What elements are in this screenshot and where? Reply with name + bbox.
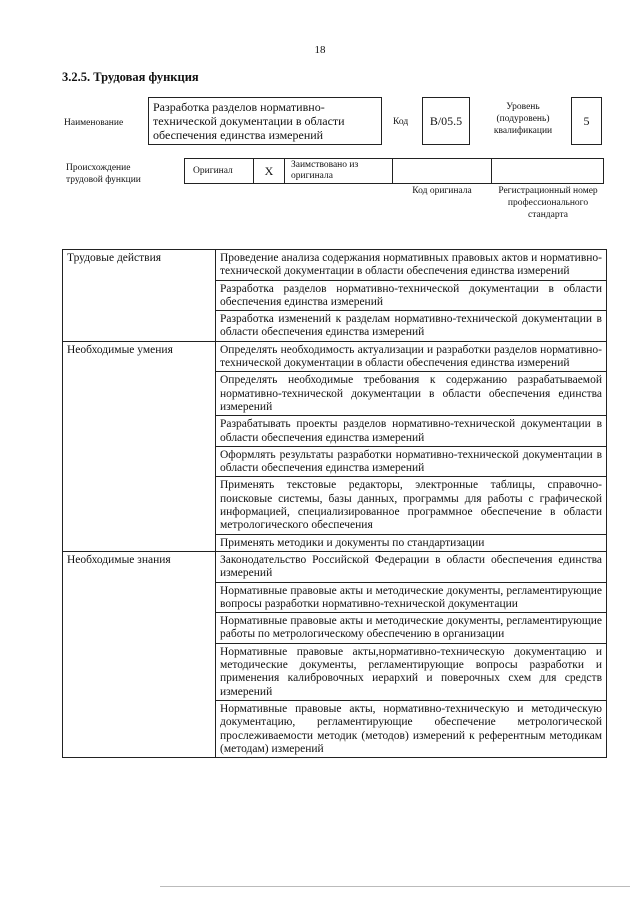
table-row [63, 341, 607, 372]
section-title: 3.2.5. Трудовая функция [62, 70, 199, 84]
borrowed-label: Заимствовано из оригинала [291, 160, 359, 181]
reg-number-label: Регистрационный номер профессионального стандарта [498, 186, 598, 220]
original-label: Оригинал [193, 166, 233, 176]
table-cell: Законодательство Российской Федерации в области обеспечения единства измерений [216, 551, 607, 582]
table-cell: Применять методики и документы по стандартизации [216, 534, 607, 551]
level-label: Уровень (подуровень) квалификации [493, 102, 553, 136]
function-details-table [62, 249, 607, 758]
code-label: Код [393, 117, 409, 127]
table-cell: Нормативные правовые акты и методические документы, регламентирующие вопросы разработки нормативно-технической документации [216, 582, 607, 613]
reg-number-cell [491, 158, 604, 184]
name-label: Наименование [64, 118, 124, 128]
table-cell: Оформлять результаты разработки нормативно-технической документации в области обеспечения единства измерений [216, 446, 607, 477]
scan-edge-line [160, 886, 630, 887]
table-cell: Определять необходимость актуализации и разработки разделов нормативно-технической документации в области обеспечения единства измерений [216, 341, 607, 372]
table-cell: Разрабатывать проекты разделов нормативно-технической документации в области обеспечения единства измерений [216, 416, 607, 447]
table-cell: Определять необходимые требования к содержанию разрабатываемой нормативно-технической документации в области обеспечения единства измерений [216, 372, 607, 416]
table-cell: Нормативные правовые акты, нормативно-техническую и методическую документацию, регламентирующие обеспечение метрологической прослеживаемости методик (методов) измерений к референтным методикам (методам) измерений [216, 700, 607, 757]
table-cell: Разработка разделов нормативно-технической документации в области обеспечения единства измерений [216, 280, 607, 311]
table-cell: Нормативные правовые акты,нормативно-техническую документацию и методические документы, регламентирующие вопросы разработки и применения калибровочных иерархий и поверочных схем для средств измерений [216, 643, 607, 700]
labor-actions-heading: Трудовые действия [63, 250, 216, 342]
page-number: 18 [314, 44, 326, 56]
borrowed-cell [284, 158, 393, 184]
table-cell: Нормативные правовые акты и методические документы, регламентирующие работы по метрологическому обеспечению в организации [216, 613, 607, 644]
origin-label: Происхождение трудовой функции [66, 163, 141, 185]
function-code-field: B/05.5 [422, 97, 470, 145]
skills-heading: Необходимые умения [63, 341, 216, 551]
original-mark-cell [253, 158, 285, 184]
code-original-cell [392, 158, 492, 184]
table-row [63, 250, 607, 281]
original-mark: X [264, 163, 274, 178]
table-cell: Разработка изменений к разделам нормативно-технической документации в области обеспечения единства измерений [216, 311, 607, 342]
level-value-field: 5 [571, 97, 602, 145]
table-cell: Проведение анализа содержания нормативных правовых актов и нормативно-технической документации в области обеспечения единства измерений [216, 250, 607, 281]
code-original-label: Код оригинала [412, 186, 472, 196]
table-row [63, 551, 607, 582]
original-cell [184, 158, 254, 184]
table-cell: Применять текстовые редакторы, электронные таблицы, справочно-поисковые системы, базы данных, программы для работы с графической информацией, специализированное программное обеспечение в области метрологического обеспечения [216, 477, 607, 534]
function-name-field: Разработка разделов нормативно-технической документации в области обеспечения единства измерений [148, 97, 382, 145]
knowledge-heading: Необходимые знания [63, 551, 216, 757]
